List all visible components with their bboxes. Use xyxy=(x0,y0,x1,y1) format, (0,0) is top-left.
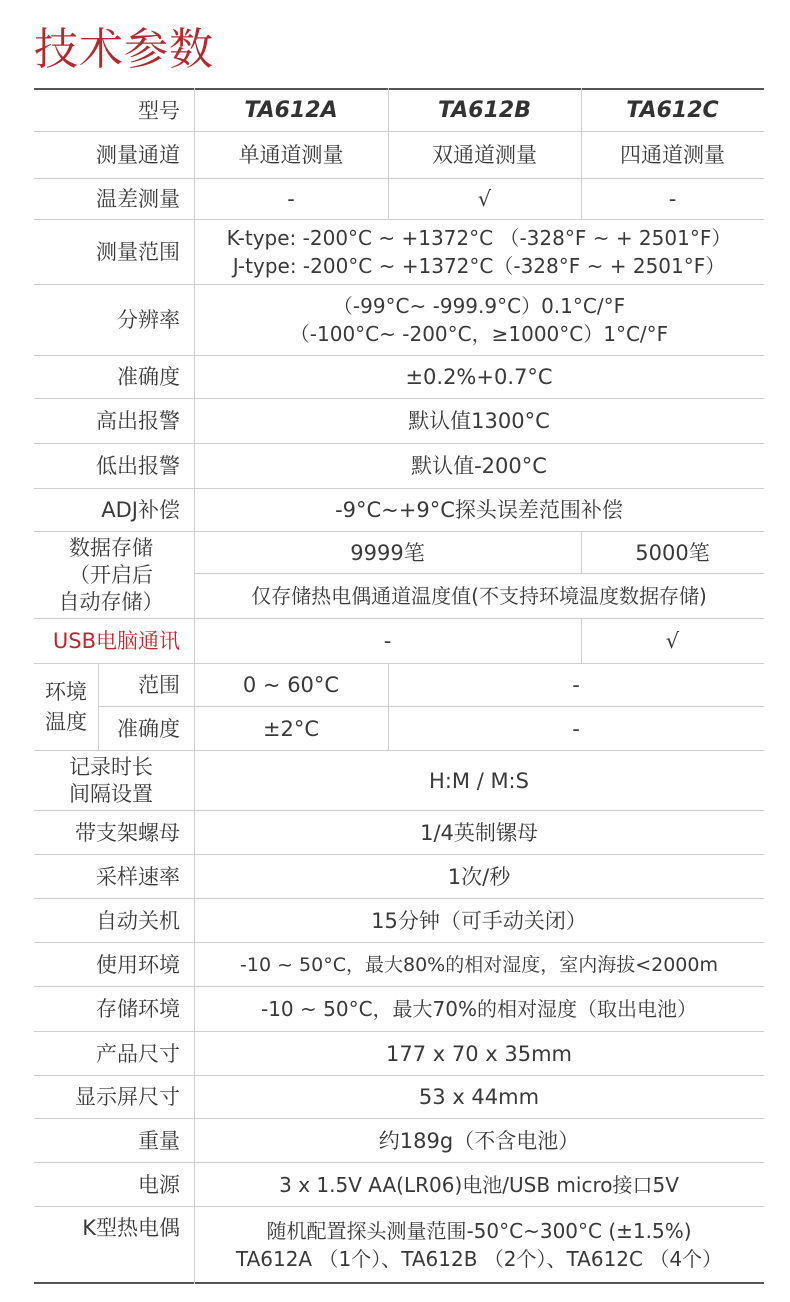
ambient-range-label: 范围 xyxy=(138,673,180,697)
ambient-range-a: 0 ~ 60°C xyxy=(242,673,340,697)
interval-label xyxy=(34,751,194,810)
resolution-line2: （-100°C~ -200°C，≥1000°C）1°C/°F xyxy=(289,322,669,346)
power-label: 电源 xyxy=(138,1172,180,1197)
size-label: 产品尺寸 xyxy=(96,1041,180,1066)
usb-c: √ xyxy=(665,629,680,653)
channels-a: 单通道测量 xyxy=(238,143,344,167)
header-model-c: TA612C xyxy=(626,97,719,123)
storage-ab: 9999笔 xyxy=(350,540,425,565)
header-label: 型号 xyxy=(138,98,180,123)
ambient-label xyxy=(34,664,98,750)
low-alarm-label: 低出报警 xyxy=(96,454,180,478)
size-value: 177 x 70 x 35mm xyxy=(386,1041,572,1066)
spec-table xyxy=(34,88,764,1284)
page-title: 技术参数 xyxy=(34,24,214,75)
storage-note: 仅存储热电偶通道温度值(不支持环境温度数据存储) xyxy=(251,584,707,608)
sampling-label: 采样速率 xyxy=(96,864,180,889)
high-alarm-value: 默认值1300°C xyxy=(408,409,550,433)
high-alarm-label: 高出报警 xyxy=(96,409,180,433)
range-value xyxy=(194,220,764,284)
use-env-label: 使用环境 xyxy=(96,952,180,977)
poweroff-label: 自动关机 xyxy=(96,908,180,933)
resolution-value xyxy=(194,285,764,355)
weight-label: 重量 xyxy=(138,1128,180,1153)
interval-label-line1: 记录时长 xyxy=(69,754,153,779)
storage-label xyxy=(34,532,194,618)
header-model-b: TA612B xyxy=(437,97,532,123)
ambient-label-line1: 环境 xyxy=(45,680,87,704)
probe-line2: TA612A （1个）、TA612B （2个）、TA612C （4个） xyxy=(235,1246,723,1271)
header-model-a: TA612A xyxy=(244,97,338,123)
channels-b: 双通道测量 xyxy=(432,143,537,167)
poweroff-value: 15分钟（可手动关闭） xyxy=(371,908,587,933)
adj-value: -9°C~+9°C探头误差范围补偿 xyxy=(335,498,623,522)
range-j-type: J-type: -200°C ~ +1372°C（-328°F ~ + 2501°F） xyxy=(232,254,726,278)
range-label: 测量范围 xyxy=(96,240,180,264)
store-env-label: 存储环境 xyxy=(96,997,180,1021)
usb-ab: - xyxy=(383,629,392,653)
nut-value: 1/4英制镙母 xyxy=(420,820,538,845)
ambient-accuracy-a: ±2°C xyxy=(262,716,320,741)
channels-c: 四通道测量 xyxy=(620,143,725,167)
usb-label: USB电脑通讯 xyxy=(52,629,180,653)
channels-label: 测量通道 xyxy=(96,143,180,167)
storage-c: 5000笔 xyxy=(635,540,710,565)
storage-label-line1: 数据存储 xyxy=(69,535,153,560)
diff-label: 温差测量 xyxy=(96,187,180,211)
ambient-label-line2: 温度 xyxy=(45,710,87,734)
store-env-value: -10 ~ 50°C，最大70%的相对湿度（取出电池） xyxy=(260,997,697,1021)
accuracy-value: ±0.2%+0.7°C xyxy=(405,365,553,389)
ambient-accuracy-bc: - xyxy=(572,716,580,741)
probe-value xyxy=(194,1207,764,1282)
storage-label-line2: （开启后 xyxy=(69,562,153,587)
range-k-type: K-type: -200°C ~ +1372°C （-328°F ~ + 2501°F） xyxy=(226,226,732,250)
resolution-label: 分辨率 xyxy=(117,308,180,332)
adj-label: ADJ补偿 xyxy=(101,498,180,522)
storage-label-line3: 自动存储） xyxy=(58,589,164,614)
interval-label-line2: 间隔设置 xyxy=(69,781,153,806)
power-value: 3 x 1.5V AA(LR06)电池/USB micro接口5V xyxy=(279,1172,679,1197)
use-env-value: -10 ~ 50°C，最大80%的相对湿度，室内海拔<2000m xyxy=(240,953,718,976)
resolution-line1: （-99°C~ -999.9°C）0.1°C/°F xyxy=(332,294,626,318)
diff-a: - xyxy=(287,187,295,211)
screen-value: 53 x 44mm xyxy=(418,1085,540,1109)
probe-label: K型热电偶 xyxy=(82,1216,180,1240)
diff-b: √ xyxy=(477,187,492,211)
low-alarm-value: 默认值-200°C xyxy=(411,454,547,478)
screen-label: 显示屏尺寸 xyxy=(75,1085,180,1109)
nut-label: 带支架螺母 xyxy=(75,820,180,845)
ambient-accuracy-label: 准确度 xyxy=(117,716,180,741)
accuracy-label: 准确度 xyxy=(117,365,180,389)
interval-value: H:M / M:S xyxy=(429,768,529,793)
sampling-value: 1次/秒 xyxy=(447,864,511,889)
ambient-range-bc: - xyxy=(572,673,580,697)
weight-value: 约189g（不含电池） xyxy=(378,1128,580,1153)
probe-line1: 随机配置探头测量范围-50°C~300°C (±1.5%) xyxy=(266,1218,692,1243)
diff-c: - xyxy=(668,187,677,211)
